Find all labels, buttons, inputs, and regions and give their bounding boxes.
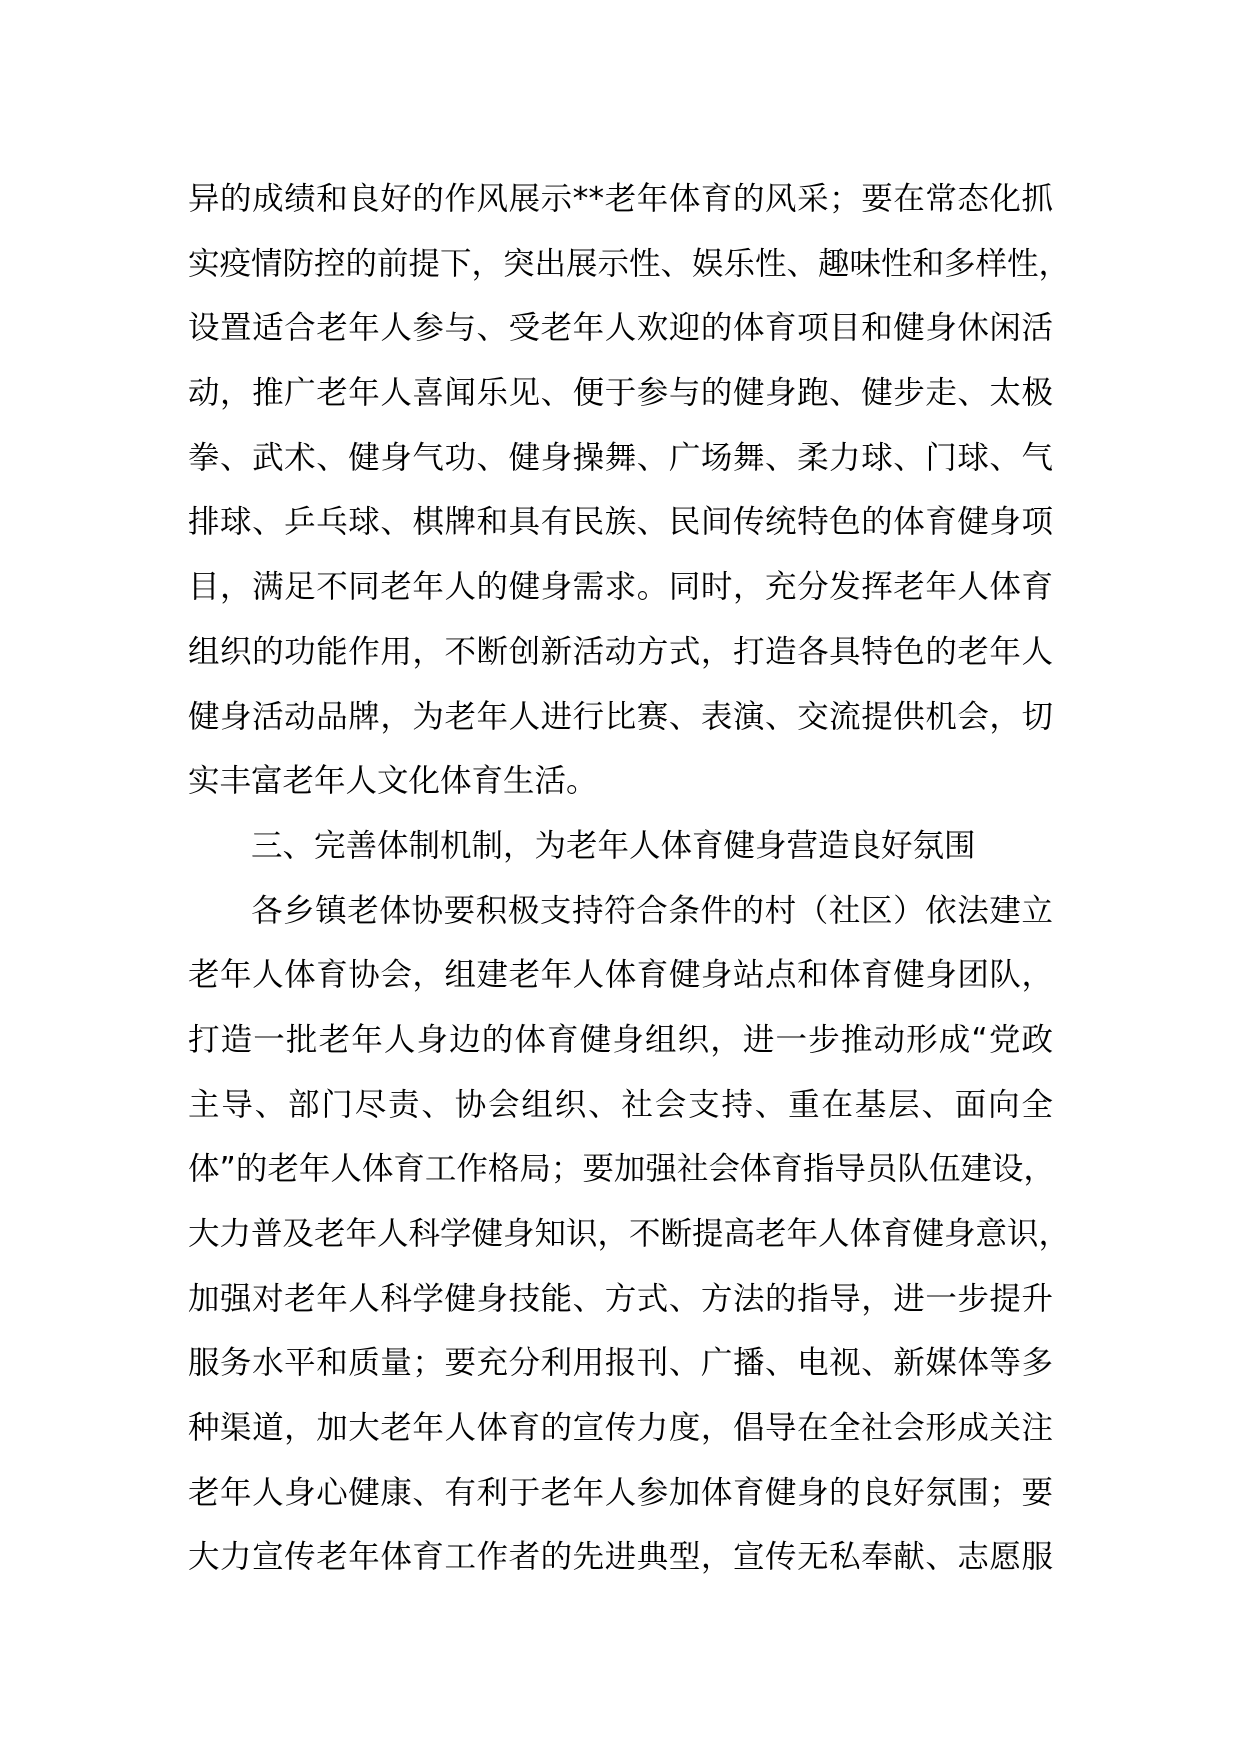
paragraph-continued bbox=[188, 167, 1071, 814]
text-line: 组织的功能作用，不断创新活动方式，打造各具特色的老年人 bbox=[188, 633, 1053, 670]
text-line: 健身活动品牌，为老年人进行比赛、表演、交流提供机会，切 bbox=[188, 698, 1053, 735]
text-line: 动，推广老年人喜闻乐见、便于参与的健身跑、健步走、太极 bbox=[188, 375, 1053, 412]
text-line: 实丰富老年人文化体育生活。 bbox=[188, 763, 598, 800]
text-line: 目，满足不同老年人的健身需求。同时，充分发挥老年人体育 bbox=[188, 569, 1053, 606]
text-line: 种渠道，加大老年人体育的宣传力度，倡导在全社会形成关注 bbox=[188, 1410, 1053, 1447]
text-line: 加强对老年人科学健身技能、方式、方法的指导，进一步提升 bbox=[188, 1280, 1053, 1317]
section-heading: 三、完善体制机制，为老年人体育健身营造良好氛围 bbox=[251, 827, 976, 864]
text-line: 服务水平和质量；要充分利用报刊、广播、电视、新媒体等多 bbox=[188, 1345, 1053, 1382]
text-line: 设置适合老年人参与、受老年人欢迎的体育项目和健身休闲活 bbox=[188, 310, 1053, 347]
paragraph bbox=[188, 879, 1071, 1591]
text-line: 打造一批老年人身边的体育健身组织，进一步推动形成“党政 bbox=[188, 1021, 1053, 1058]
text-line: 大力普及老年人科学健身知识，不断提高老年人体育健身意识， bbox=[188, 1216, 1071, 1252]
text-line: 拳、武术、健身气功、健身操舞、广场舞、柔力球、门球、气 bbox=[188, 439, 1053, 476]
text-line: 老年人身心健康、有利于老年人参加体育健身的良好氛围；要 bbox=[188, 1474, 1053, 1511]
text-line: 异的成绩和良好的作风展示**老年体育的风采；要在常态化抓 bbox=[188, 181, 1053, 217]
text-line: 大力宣传老年体育工作者的先进典型，宣传无私奉献、志愿服 bbox=[188, 1539, 1053, 1576]
text-line: 主导、部门尽责、协会组织、社会支持、重在基层、面向全 bbox=[188, 1086, 1053, 1123]
text-line: 各乡镇老体协要积极支持符合条件的村（社区）依法建立 bbox=[251, 892, 1053, 929]
text-line: 体”的老年人体育工作格局；要加强社会体育指导员队伍建设， bbox=[188, 1151, 1055, 1188]
text-line: 实疫情防控的前提下，突出展示性、娱乐性、趣味性和多样性， bbox=[188, 245, 1071, 282]
text-line: 老年人体育协会，组建老年人体育健身站点和体育健身团队， bbox=[188, 957, 1053, 994]
text-line: 排球、乒乓球、棋牌和具有民族、民间传统特色的体育健身项 bbox=[188, 504, 1053, 541]
body-text bbox=[188, 167, 1071, 1590]
